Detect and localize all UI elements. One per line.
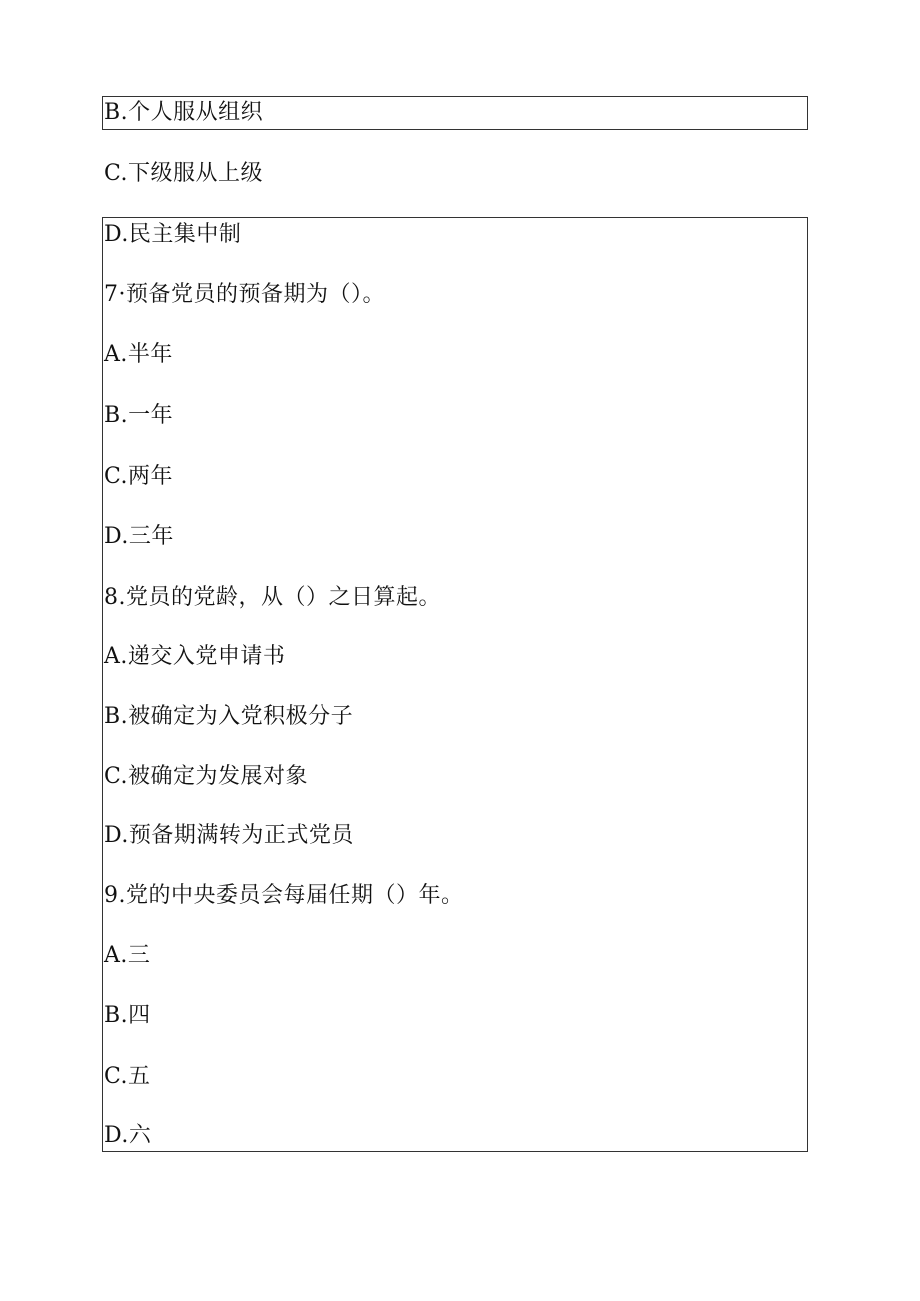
q7-option-c: C.两年 [104, 464, 174, 489]
q9-option-d: D.六 [104, 1123, 152, 1148]
q7-option-d: D.三年 [104, 524, 174, 549]
q7-option-b: B.一年 [104, 403, 174, 428]
q7-question: 7·预备党员的预备期为（）。 [104, 282, 385, 307]
q8-option-b: B.被确定为入党积极分子 [104, 704, 354, 729]
q6-option-c: C.下级服从上级 [104, 161, 264, 186]
q8-option-c: C.被确定为发展对象 [104, 764, 309, 789]
q7-option-a: A.半年 [104, 342, 173, 367]
q9-option-a: A.三 [104, 943, 151, 968]
q9-option-c: C.五 [104, 1064, 151, 1089]
q6-option-d: D.民主集中制 [104, 222, 242, 247]
questions-frame [102, 217, 808, 1152]
q8-option-a: A.递交入党申请书 [104, 644, 286, 669]
q8-option-d: D.预备期满转为正式党员 [104, 823, 354, 848]
q9-question: 9.党的中央委员会每届任期（）年。 [104, 883, 464, 908]
q9-option-b: B.四 [104, 1003, 151, 1028]
q8-question: 8.党员的党龄，从（）之日算起。 [104, 585, 441, 610]
q6-option-b: B.个人服从组织 [104, 100, 264, 125]
